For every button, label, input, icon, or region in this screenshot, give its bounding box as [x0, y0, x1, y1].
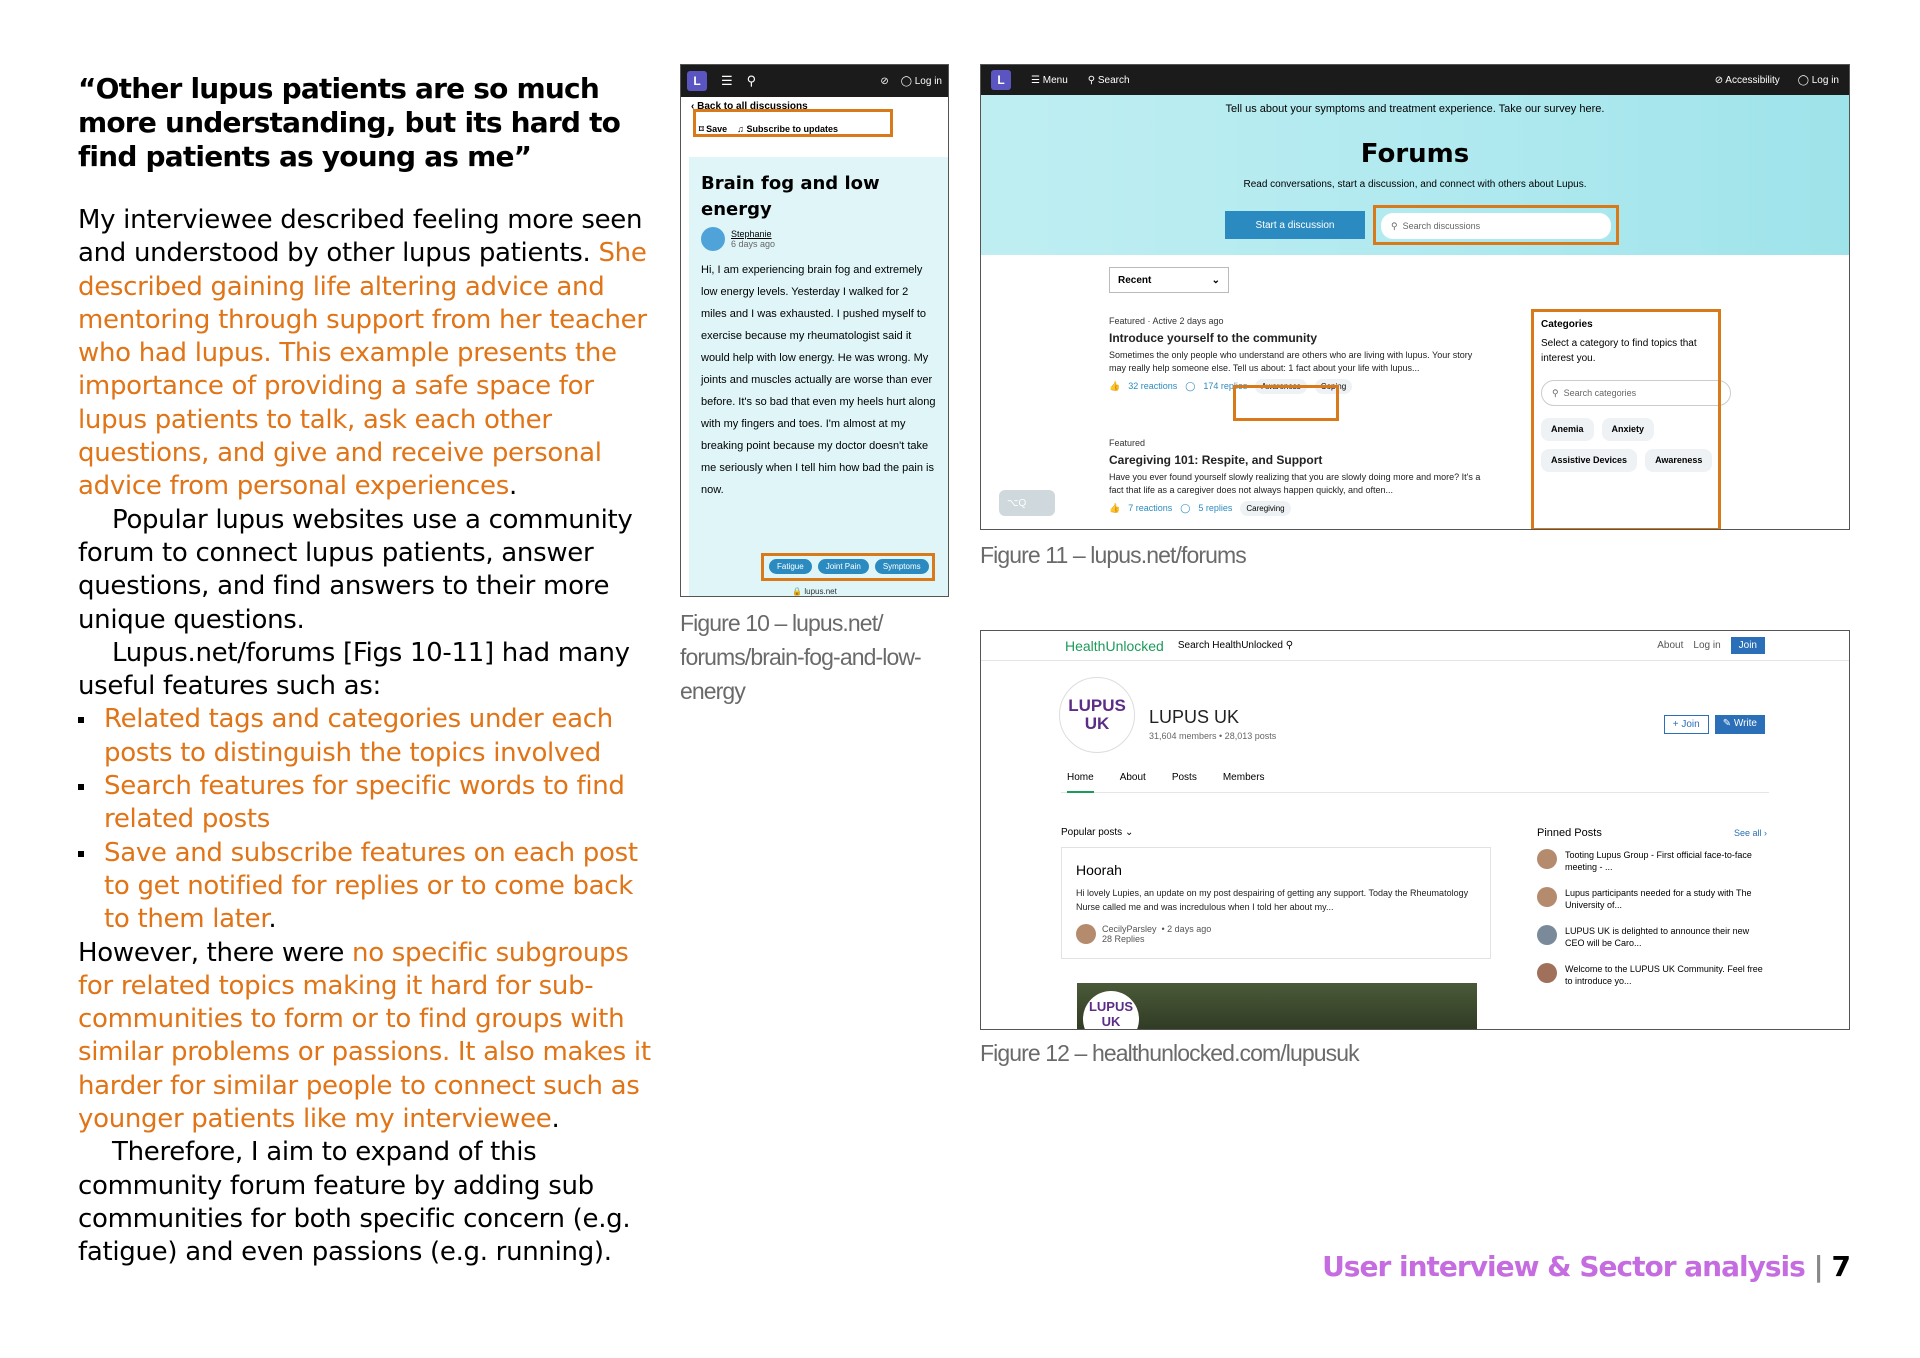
tag-chip[interactable]: Coping — [1315, 379, 1352, 394]
f11-post2-excerpt: Have you ever found yourself slowly realizing that you are slowly doing more and more? It's a fact that life as a caregiver does not always happen quickly, and often... — [1109, 472, 1481, 495]
f11-post2-stats — [1109, 501, 1489, 516]
f10-login-label: Log in — [914, 75, 942, 87]
f12-brand[interactable]: HealthUnlocked — [1065, 637, 1164, 654]
f12-post-title[interactable]: Hoorah — [1076, 862, 1122, 878]
page-footer — [1322, 1250, 1850, 1283]
sort-value: Recent — [1118, 274, 1152, 286]
f12-about-link[interactable]: About — [1657, 640, 1684, 651]
highlight-post-tags — [1233, 385, 1339, 421]
figure-12-screenshot — [980, 630, 1850, 1030]
tab-members[interactable]: Members — [1222, 772, 1265, 783]
pinned-item[interactable] — [1537, 849, 1767, 873]
highlight-search — [1373, 205, 1619, 245]
bookmark-icon: ⌑ — [699, 123, 704, 134]
f12-post-excerpt: Hi lovely Lupies, an update on my post despairing of getting any support. Today the Rheumatology Nurse called me and was incredulous when I told her about my... — [1076, 888, 1469, 912]
f11-categories-title: Categories — [1541, 319, 1593, 330]
f10-navbar — [681, 65, 948, 97]
f11-accessibility[interactable]: ⊘ Accessibility — [1714, 74, 1780, 86]
figure-12-caption: Figure 12 – healthunlocked.com/lupusuk — [980, 1040, 1359, 1066]
list-item-end: . — [268, 904, 277, 935]
f11-navbar — [981, 65, 1849, 95]
f11-post1-excerpt: Sometimes the only people who understand are others who are living with lupus. Your story may really help someone else. Tell us about: 1 fact about your life with lupus... — [1109, 350, 1473, 373]
write-button[interactable]: ✎ Write — [1715, 715, 1765, 734]
tag-chip[interactable]: Joint Pain — [818, 559, 869, 574]
category-chip[interactable]: Anxiety — [1602, 418, 1655, 441]
f11-logo[interactable]: L — [991, 70, 1011, 90]
f11-post2-title[interactable]: Caregiving 101: Respite, and Support — [1109, 453, 1323, 467]
f10-author-name[interactable]: Stephanie — [731, 229, 772, 239]
f11-accessibility-label: Accessibility — [1725, 74, 1780, 86]
tab-home[interactable]: Home — [1067, 772, 1094, 793]
f11-post2-reactions: 7 reactions — [1128, 503, 1173, 513]
paragraph-5: Therefore, I aim to expand of this community forum feature by adding sub communities for both specific concern (e.g. fatigue) and even passions (e.g. running). — [78, 1137, 631, 1268]
f12-navbar — [981, 631, 1849, 661]
tag-chip[interactable]: Symptoms — [875, 559, 929, 574]
f10-post-body: Hi, I am experiencing brain fog and extremely low energy levels. Yesterday I walked for 2 miles and I was exhausted. I pushed myself to exercise because my rheumatologist said it would help with low energy. He was wrong. My joints and muscles actually are worse than ever before. It's so bad that even my heels hurt along with my fingers and toes. I'm almost at my breaking point because my doctor doesn't take me seriously when I tell him how bad the pain is now. — [701, 264, 936, 496]
lupus-uk-logo-small: LUPUS UK — [1083, 991, 1139, 1030]
f10-save-label: Save — [706, 123, 728, 134]
para4-lead: However, there were — [78, 937, 353, 968]
search-icon: ⚲ — [1285, 640, 1294, 651]
f12-search-label: Search HealthUnlocked — [1177, 640, 1283, 651]
comment-icon: ◯ — [1185, 381, 1196, 391]
f11-post1-meta: Featured · Active 2 days ago — [1109, 316, 1224, 326]
page-number: 7 — [1831, 1250, 1850, 1283]
highlight-tags — [761, 553, 935, 581]
category-chip[interactable]: Assistive Devices — [1541, 449, 1637, 472]
f12-tabs — [1061, 763, 1769, 793]
f10-post-card — [689, 157, 948, 596]
f11-post1-reactions: 32 reactions — [1128, 381, 1178, 391]
f12-login-link[interactable]: Log in — [1693, 640, 1721, 651]
f11-menu[interactable]: ☰ Menu — [1031, 74, 1068, 86]
paragraph-3: Lupus.net/forums [Figs 10-11] had many useful features such as: — [78, 637, 630, 702]
f11-page-title: Forums — [1360, 139, 1470, 169]
pinned-item-text: Welcome to the LUPUS UK Community. Feel free to introduce yo... — [1565, 964, 1763, 986]
avatar — [1537, 849, 1557, 869]
figure-10-caption: Figure 10 – lupus.net/ forums/brain-fog-and-low-energy — [680, 610, 921, 704]
f12-post-image — [1077, 983, 1477, 1030]
tag-chip[interactable]: Awareness — [1255, 379, 1306, 394]
f11-post1-replies: 174 replies — [1203, 381, 1248, 391]
category-chip[interactable]: Anemia — [1541, 418, 1594, 441]
pinned-item-text: LUPUS UK is delighted to announce their new CEO will be Caro... — [1565, 926, 1750, 948]
feature-list — [78, 703, 658, 936]
category-chip[interactable]: Awareness — [1645, 449, 1712, 472]
pull-quote: “Other lupus patients are so much more understanding, but its hard to find patients as young as me” — [78, 72, 621, 173]
figure-10-screenshot — [680, 64, 949, 597]
pinned-item-text: Lupus participants needed for a study with The University of... — [1565, 888, 1752, 910]
f11-post-1[interactable] — [1109, 315, 1489, 394]
avatar — [1537, 963, 1557, 983]
avatar — [1537, 925, 1557, 945]
f12-author-name[interactable]: CecilyParsley — [1102, 924, 1157, 934]
sort-dropdown[interactable] — [1109, 267, 1229, 293]
f10-url-footer: 🔒 lupus.net — [792, 587, 837, 596]
avatar — [701, 227, 725, 251]
f12-post-time: 2 days ago — [1167, 924, 1212, 934]
f10-login[interactable]: ◯ Log in — [900, 75, 942, 87]
f12-join-button[interactable]: Join — [1731, 637, 1765, 654]
highlight-categories — [1531, 309, 1721, 530]
f12-community-stats: 31,604 members • 28,013 posts — [1149, 731, 1277, 741]
figure-11-caption: Figure 11 – lupus.net/forums — [980, 542, 1246, 568]
tag-chip[interactable]: Caregiving — [1240, 501, 1290, 516]
f12-pinned-title: Pinned Posts — [1537, 827, 1602, 839]
tag-chip[interactable]: Fatigue — [769, 559, 812, 574]
footer-divider: | — [1813, 1250, 1823, 1283]
list-item — [78, 837, 658, 937]
menu-icon[interactable]: ☰ — [721, 73, 733, 88]
f12-community-name: LUPUS UK — [1149, 707, 1240, 727]
join-button[interactable]: + Join — [1664, 715, 1709, 734]
comment-icon: ◯ — [1180, 503, 1191, 513]
f12-post-author: CecilyParsley • 2 days ago 28 Replies — [1076, 924, 1476, 944]
f12-post-replies: 28 Replies — [1102, 934, 1145, 944]
para1-end: . — [508, 471, 517, 502]
paragraph-1 — [78, 204, 658, 504]
para1-lead: My interviewee described feeling more seen and understood by other lupus patients. — [78, 205, 643, 269]
f12-pinned-posts — [1537, 827, 1767, 1001]
f11-post-2[interactable] — [1109, 437, 1489, 516]
thumbs-up-icon: 👍 — [1109, 503, 1121, 513]
para1-highlight: She described gaining life altering advice and mentoring through support from her teacher who had lupus. This example presents the importance of providing a safe space for lupus patients to talk, ask each other questions, and give and receive personal advice from personal experiences — [78, 238, 647, 502]
f12-pinned-header — [1537, 827, 1767, 839]
chevron-down-icon: ⌄ — [1124, 827, 1134, 838]
f11-search-label: Search — [1097, 74, 1130, 86]
figure-11-screenshot — [980, 64, 1850, 530]
start-discussion-button[interactable]: Start a discussion — [1225, 211, 1365, 239]
f12-search[interactable] — [1178, 640, 1293, 651]
avatar — [1076, 924, 1096, 944]
f11-survey-banner: Tell us about your symptoms and treatment experience. Take our survey here. — [1225, 103, 1605, 115]
f11-post2-replies: 5 replies — [1198, 503, 1233, 513]
f10-post-title: Brain fog and low energy — [701, 173, 880, 220]
f11-post1-title[interactable]: Introduce yourself to the community — [1109, 331, 1318, 345]
list-item: Related tags and categories under each posts to distinguish the topics involved — [78, 703, 658, 770]
f11-search[interactable]: ⚲ Search — [1087, 74, 1130, 86]
chevron-down-icon: ⌄ — [1211, 274, 1220, 286]
see-all-label: See all — [1733, 828, 1762, 838]
tab-posts[interactable]: Posts — [1171, 772, 1197, 783]
f12-actions — [1664, 715, 1765, 734]
list-item: Search features for specific words to find related posts — [78, 770, 658, 837]
f10-post-time: 6 days ago — [731, 239, 776, 249]
f11-menu-label: Menu — [1042, 74, 1068, 86]
para4-highlight: no specific subgroups for related topics making it hard for sub-communities to form or to find groups with similar problems or passions. It also makes it harder for similar people to connect such as younger patients like my interviewee — [78, 937, 651, 1135]
para4-end: . — [551, 1104, 560, 1135]
f10-url: lupus.net — [804, 587, 837, 596]
pinned-item-text: Tooting Lupus Group - First official face-to-face meeting - ... — [1565, 850, 1752, 872]
f10-back-link[interactable]: ‹ Back to all discussions — [691, 101, 808, 112]
paragraph-4 — [78, 937, 658, 1137]
search-icon: ⚲ — [1552, 387, 1564, 398]
popular-posts-label: Popular posts — [1061, 827, 1123, 838]
f12-post-card[interactable] — [1061, 847, 1491, 959]
f11-login[interactable]: ◯ Log in — [1797, 74, 1839, 86]
see-all-link[interactable]: See all › — [1733, 828, 1767, 838]
paragraph-2: Popular lupus websites use a community forum to connect lupus patients, answer questions, and find answers to their more unique questions. — [78, 504, 633, 635]
body-text — [78, 204, 658, 1270]
f10-logo[interactable]: L — [687, 71, 707, 91]
f11-categories-subtitle: Select a category to find topics that interest you. — [1541, 338, 1697, 364]
f11-categories-placeholder: Search categories — [1563, 387, 1637, 398]
f11-subtitle: Read conversations, start a discussion, and connect with others about Lupus. — [1243, 179, 1587, 190]
f11-login-label: Log in — [1811, 74, 1839, 86]
f10-back-label: Back to all discussions — [697, 101, 808, 112]
bell-icon: ♫ — [737, 124, 744, 134]
highlight-save-subscribe — [693, 109, 893, 137]
section-title: User interview & Sector analysis — [1322, 1250, 1805, 1283]
pinned-item[interactable] — [1537, 887, 1767, 911]
f10-author — [701, 227, 936, 251]
search-icon[interactable]: ⚲ — [746, 73, 757, 88]
f11-post2-meta: Featured — [1109, 438, 1146, 448]
accessibility-toggle[interactable]: ⌥Q — [999, 490, 1055, 516]
popular-posts-dropdown[interactable] — [1061, 827, 1133, 838]
pinned-item[interactable] — [1537, 925, 1767, 949]
f10-subscribe-label: Subscribe to updates — [746, 124, 838, 134]
thumbs-up-icon: 👍 — [1109, 381, 1121, 391]
search-icon: ⚲ — [1391, 220, 1403, 231]
list-item-text: Save and subscribe features on each post to get notified for replies or to come back to them later — [104, 837, 638, 935]
eye-off-icon[interactable]: ⊘ — [880, 75, 889, 87]
avatar — [1537, 887, 1557, 907]
tab-about[interactable]: About — [1119, 772, 1146, 783]
lupus-uk-logo: LUPUS UK — [1059, 677, 1135, 753]
pinned-item[interactable] — [1537, 963, 1767, 987]
f11-search-placeholder: Search discussions — [1402, 221, 1481, 231]
